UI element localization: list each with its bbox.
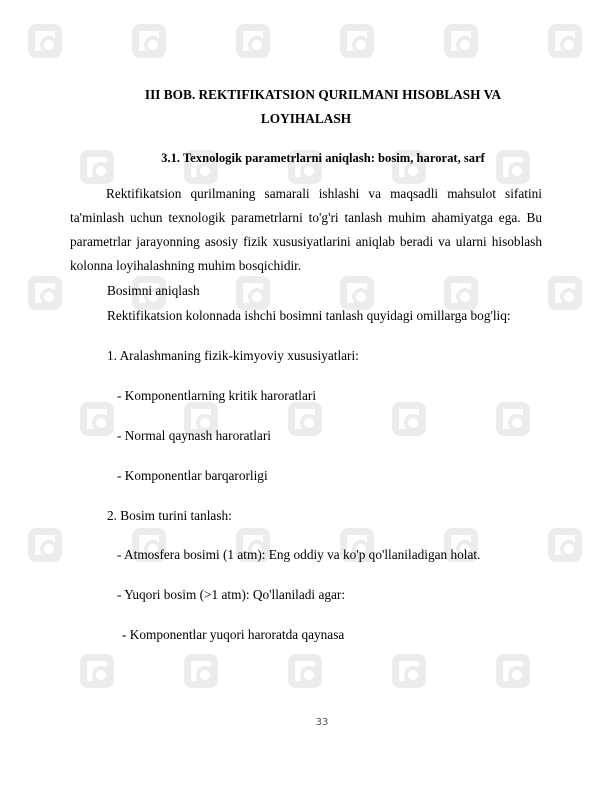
list-item-2: 2. Bosim turini tanlash: — [107, 508, 232, 523]
intro-paragraph: Rektifikatsion qurilmaning samarali ishlashi va maqsadli mahsulot sifatini ta'minlash uchun texnologik parametrlarni to'g'ri tanlash muhim ahamiyatga ega. Bu parametrlar jarayonning asosiy fizik xususiyatlarini aniqlab beradi va ularni hisoblash kolonna loyihalashning muhim bosqichidir. — [70, 186, 542, 273]
list-item-2c: - Komponentlar yuqori haroratda qaynasa — [122, 627, 345, 642]
lead-sentence: Rektifikatsion kolonnada ishchi bosimni tanlash quyidagi omillarga bog'liq: — [107, 308, 511, 323]
list-item-1b: - Normal qaynash haroratlari — [117, 428, 271, 443]
subheading-bosimni-aniqlash: Bosimni aniqlash — [107, 283, 200, 298]
list-item-2b: - Yuqori bosim (>1 atm): Qo'llaniladi agar: — [117, 587, 346, 602]
list-item-1a: - Komponentlarning kritik haroratlari — [117, 388, 317, 403]
page-number: 33 — [315, 717, 329, 728]
chapter-heading-line-2: LOYIHALASH — [260, 111, 352, 126]
list-item-1c: - Komponentlar barqarorligi — [117, 468, 268, 483]
chapter-heading-line-1: III BOB. REKTIFIKATSION QURILMANI HISOBLASH VA — [144, 87, 502, 102]
list-item-1: 1. Aralashmaning fizik-kimyoviy xususiyatlari: — [107, 348, 359, 363]
list-item-2a: - Atmosfera bosimi (1 atm): Eng oddiy va ko'p qo'llaniladigan holat. — [117, 547, 481, 562]
section-title: 3.1. Texnologik parametrlarni aniqlash: bosim, harorat, sarf — [161, 151, 485, 165]
